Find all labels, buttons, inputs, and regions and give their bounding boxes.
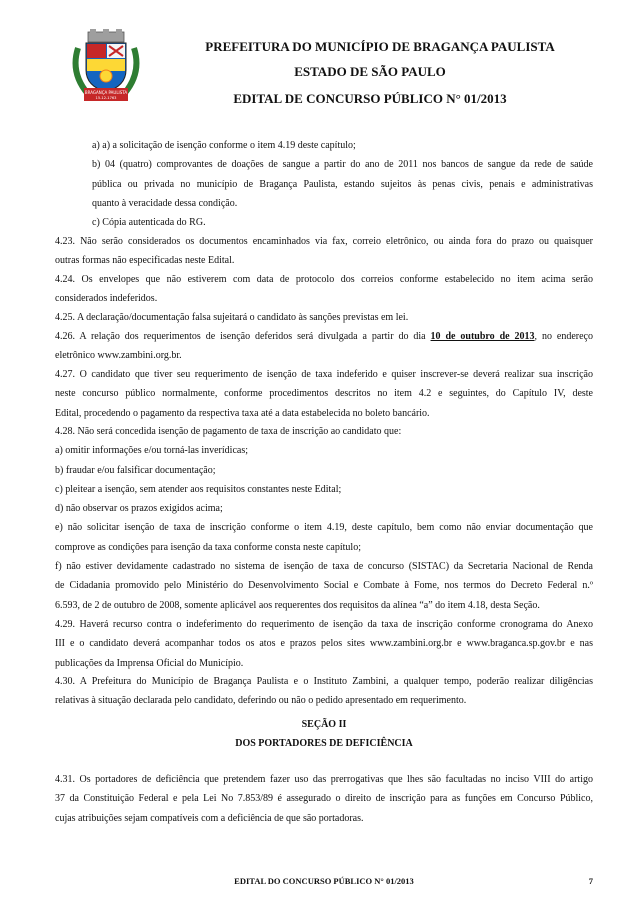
item-c: c) Cópia autenticada do RG. [92,217,206,229]
paragraph-4-31 [55,770,593,828]
p431-line3: cujas atribuições sejam compatíveis com a deficiência de que são portadoras. [55,812,364,824]
header-state: ESTADO DE SÃO PAULO [294,64,446,79]
item-a: a) a) a solicitação de isenção conforme o item 4.19 deste capítulo; [92,140,356,151]
p428-item-f-line1: f) não estiver devidamente cadastrado no sistema de isenção de taxa de concurso (SISTAC) da Secretaria Nacional de Renda [55,561,593,573]
svg-text:15-12-1763: 15-12-1763 [95,96,117,100]
item-b-line2: pública ou privada no município de Bragança Paulista, estando sujeitos às penas civis, penais e administrativas [92,178,593,190]
p428-line1: 4.28. Não será concedida isenção de pagamento de taxa de inscrição ao candidato que: [55,426,402,437]
paragraph-4-23 [55,232,593,271]
paragraph-4-30 [55,672,593,711]
footer-text: EDITAL DO CONCURSO PÚBLICO N° 01/2013 [234,876,414,886]
svg-text:BRAGANÇA PAULISTA: BRAGANÇA PAULISTA [84,90,128,95]
p428-item-f-line2: de Cidadania promovido pelo Ministério do Desenvolvimento Social e Combate à Fome, nos termos do Decreto Federal n.º [55,580,593,592]
header-edital-title: EDITAL DE CONCURSO PÚBLICO N° 01/2013 [233,91,507,106]
paragraph-4-29 [55,615,593,673]
item-b-line3: quanto à veracidade dessa condição. [92,197,238,209]
p428-item-e-line2: comprove as condições para isenção da taxa conforme consta neste capítulo; [55,541,361,553]
p426-line1 [55,327,593,346]
p431-line1: 4.31. Os portadores de deficiência que pretendem fazer uso das prerrogativas que lhes são facultadas no inciso VIII do artigo [55,774,593,785]
previous-items-list [92,136,593,232]
p430-line1: 4.30. A Prefeitura do Município de Bragança Paulista e o Instituto Zambini, a qualquer tempo, poderão realizar diligências [55,676,593,687]
page-number: 7 [588,876,593,886]
p425-line1: 4.25. A declaração/documentação falsa sujeitará o candidato às sanções previstas em lei. [55,312,409,323]
item-b-line1: b) 04 (quatro) comprovantes de doações de sangue a partir do ano de 2011 nos bancos de sangue da rede de saúde [92,159,593,171]
p423-line2: outras formas não especificadas neste Edital. [55,255,235,267]
paragraph-4-24 [55,270,593,309]
section-subtitle: DOS PORTADORES DE DEFICIÊNCIA [235,738,413,749]
p428-item-d: d) não observar os prazos exigidos acima; [55,503,223,515]
p431-line2: 37 da Constituição Federal e pela Lei No 7.853/89 é assegurado o direito de inscrição para as funções em Concurso Público, [55,793,593,805]
p427-line1: 4.27. O candidato que tiver seu requerimento de isenção de taxa indeferido e quiser inscrever-se deverá realizar sua inscrição [55,369,593,380]
p430-line2: relativas à situação declarada pelo candidato, deferindo ou não o pedido apresentado em requerimento. [55,695,467,707]
p428-item-f-line3: 6.593, de 2 de outubro de 2008, somente aplicável aos requerentes dos requisitos da alínea “a” do item 4.18, desta Seção. [55,599,540,611]
section-title: SEÇÃO II [301,719,347,730]
p428-item-b: b) fraudar e/ou falsificar documentação; [55,464,216,476]
p426-text-b: , no endereço [534,331,593,342]
p426-line2: eletrônico www.zambini.org.br. [55,350,182,362]
paragraph-4-26 [55,327,593,366]
paragraph-4-25 [55,308,593,327]
p429-line2: III e o candidato deverá acompanhar todos os atos e prazos pelos sites www.zambini.org.br e www.braganca.sp.gov.br e nas [55,638,593,650]
paragraph-4-28 [55,422,593,615]
p429-line3: publicações da Imprensa Oficial do Município. [55,657,244,669]
p426-text-a: 4.26. A relação dos requerimentos de isenção deferidos será divulgada a partir do dia [55,331,431,342]
p423-line1: 4.23. Não serão considerados os documentos encaminhados via fax, correio eletrônico, ou ainda fora do prazo ou quaisquer [55,236,593,247]
p428-item-e-line1: e) não solicitar isenção de taxa de inscrição conforme o item 4.19, deste capítulo, bem como não enviar documentação que [55,522,593,534]
p429-line1: 4.29. Haverá recurso contra o indeferimento do requerimento de isenção da taxa de inscrição conforme cronograma do Anexo [55,619,593,630]
p427-line3: Edital, procedendo o pagamento da respectiva taxa até a data estabelecida no boleto bancário. [55,407,430,419]
publication-date: 10 de outubro de 2013 [430,331,535,342]
p428-item-a: a) omitir informações e/ou torná-las inverídicas; [55,445,248,457]
p424-line1: 4.24. Os envelopes que não estiverem com data de protocolo dos correios conforme estabelecido no item acima serão [55,274,593,285]
p428-item-c: c) pleitear a isenção, sem atender aos requisitos constantes neste Edital; [55,483,342,495]
p427-line2: neste concurso público normalmente, conforme procedimentos descritos no item 4.2 e seguintes, do Capítulo IV, deste [55,388,593,400]
p424-line2: considerados indeferidos. [55,293,158,305]
municipal-coat-of-arms [68,28,144,104]
paragraph-4-27 [55,365,593,423]
header-municipality: PREFEITURA DO MUNICÍPIO DE BRAGANÇA PAULISTA [205,39,555,54]
